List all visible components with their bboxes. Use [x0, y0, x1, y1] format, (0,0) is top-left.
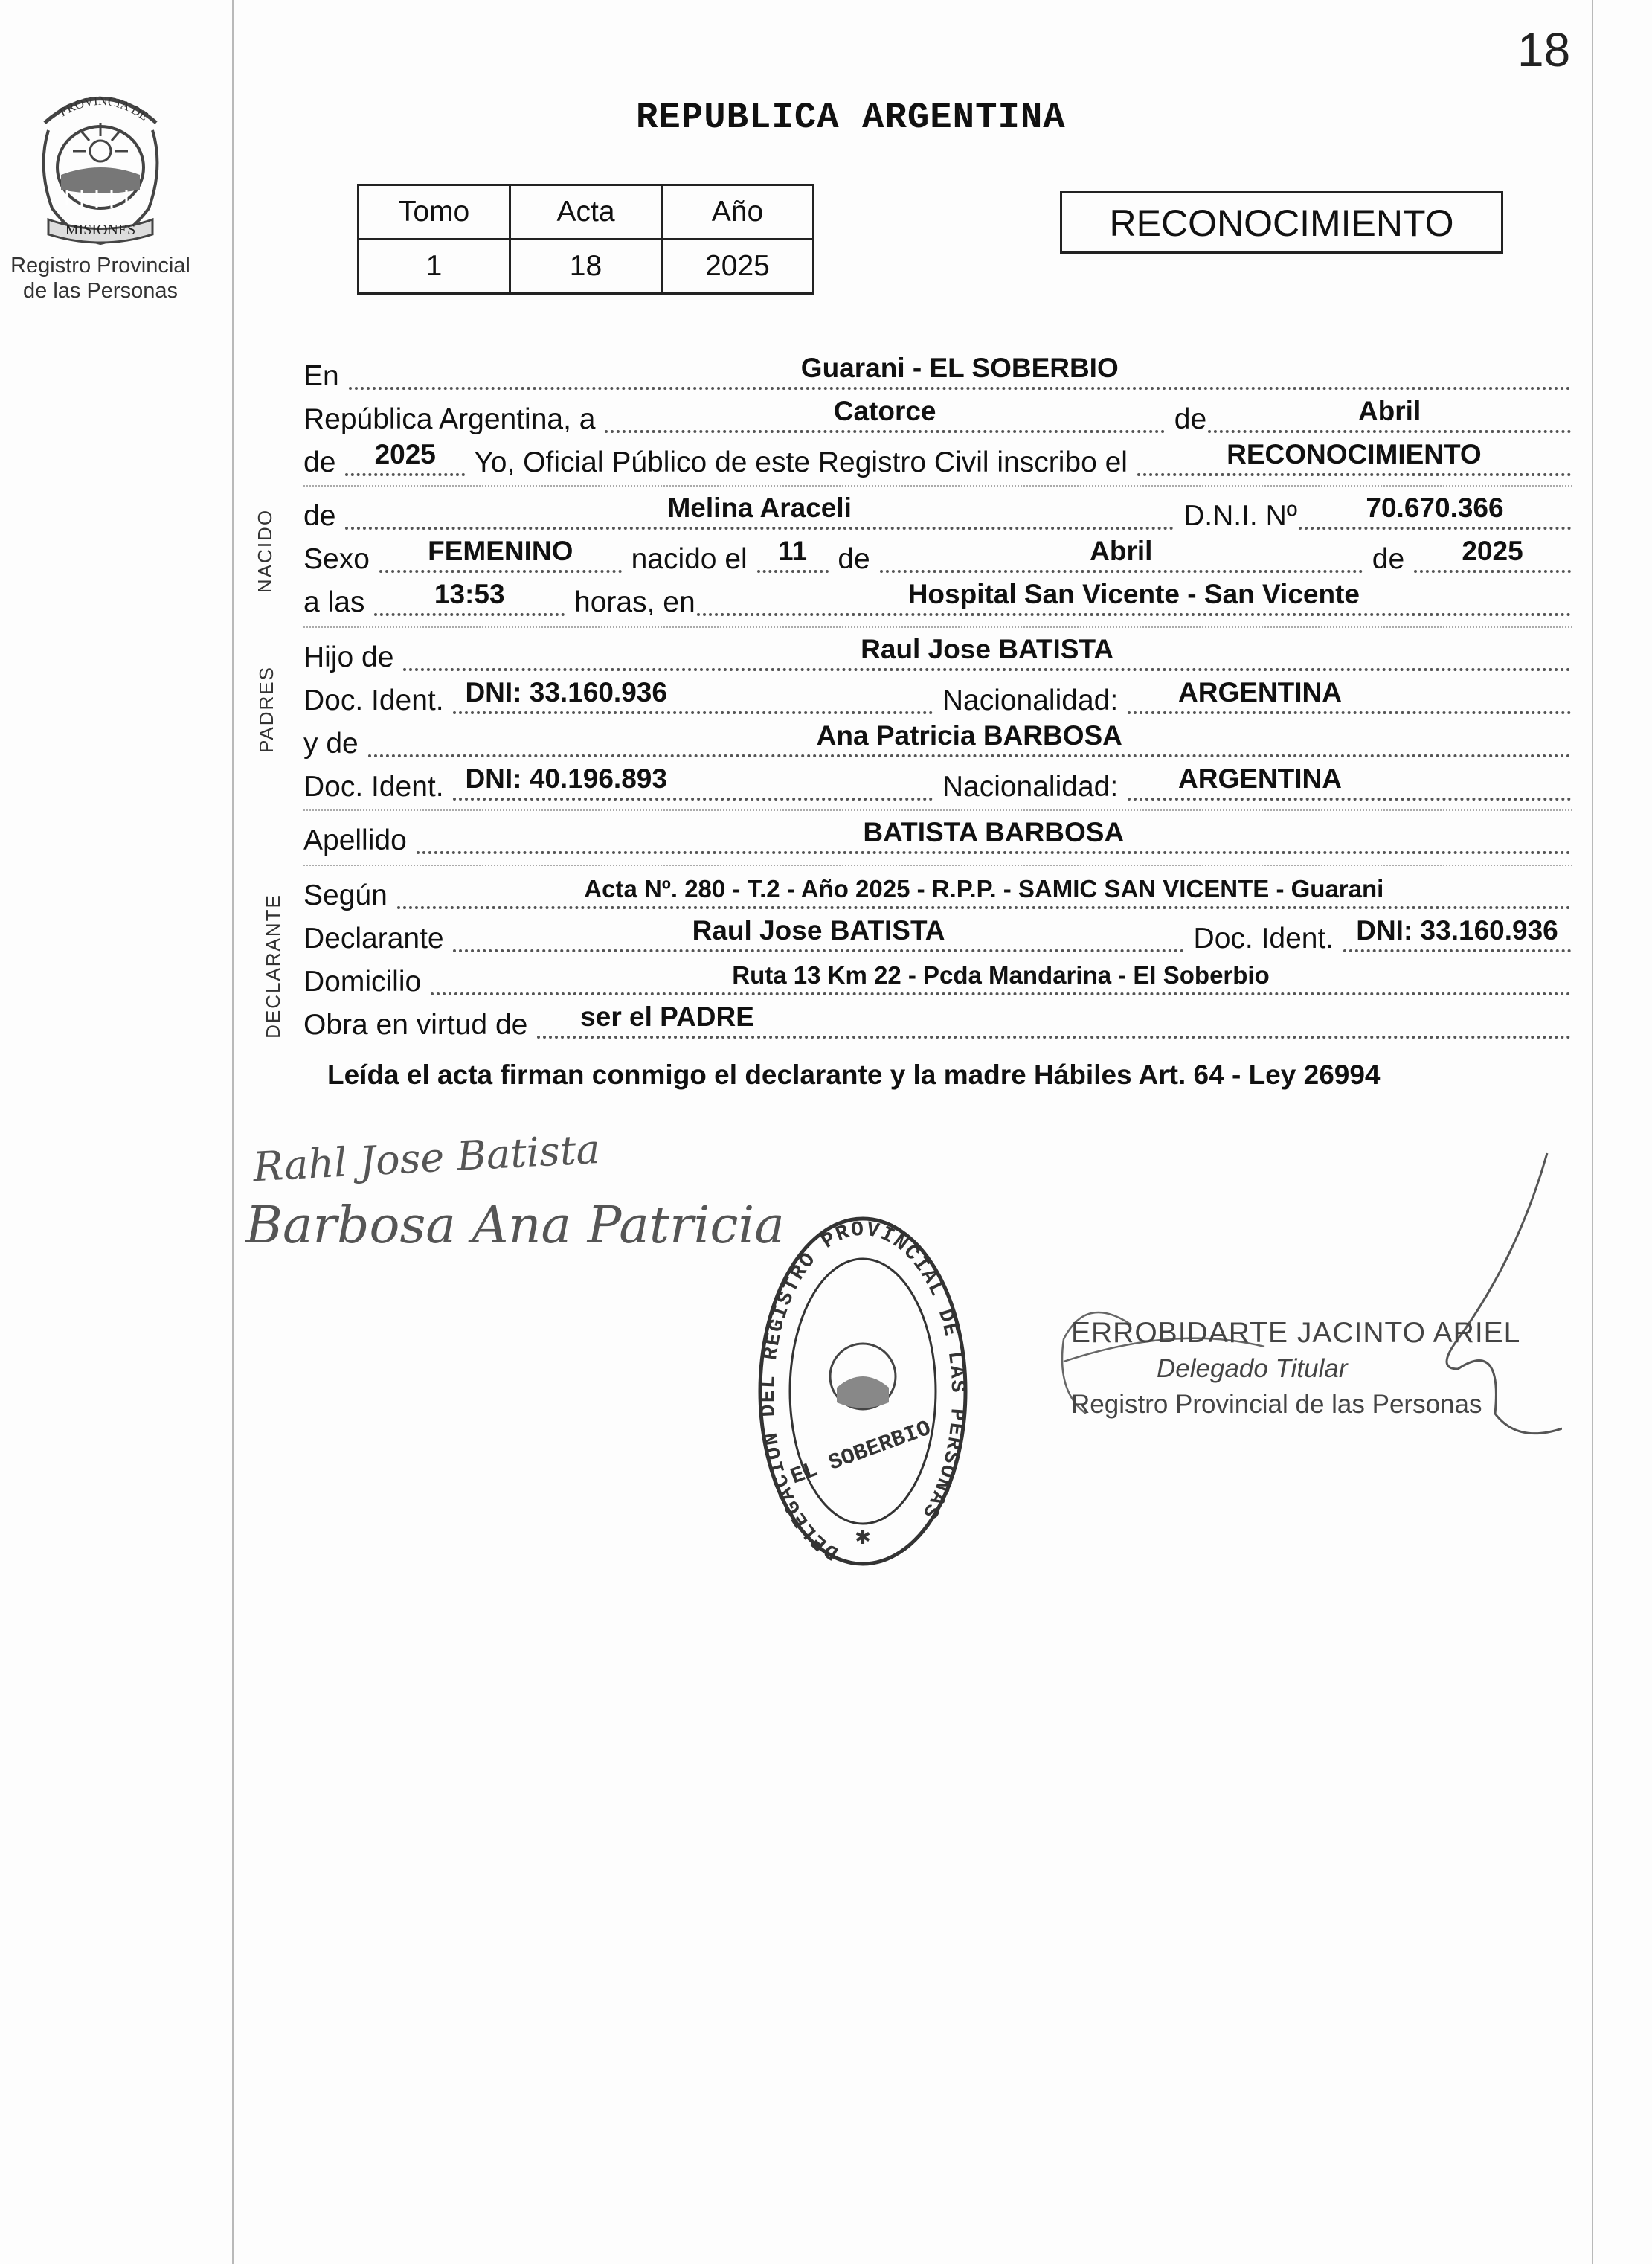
tomo-header: Tomo: [359, 185, 510, 240]
separator: [303, 626, 1572, 628]
field-anio: [344, 437, 466, 481]
document-type-box: RECONOCIMIENTO: [1060, 191, 1503, 254]
line-padre: [303, 632, 1572, 676]
value-sexo: FEMENINO: [428, 536, 573, 566]
value-domicilio: Ruta 13 Km 22 - Pcda Mandarina - El Soberbio: [732, 961, 1270, 989]
field-acto: [1136, 437, 1572, 481]
separator: [303, 485, 1572, 487]
seal-star-icon: ✱: [855, 1526, 871, 1548]
label-doc-ident: Doc. Ident.: [303, 684, 452, 716]
separator: [303, 865, 1572, 866]
value-madre: Ana Patricia BARBOSA: [816, 720, 1122, 751]
label-a-las: a las: [303, 586, 373, 618]
father-signature: Rahl Jose Batista: [251, 1125, 602, 1191]
line-segun: [303, 870, 1572, 914]
line-domicilio: [303, 957, 1572, 1000]
line-en: [303, 351, 1572, 394]
anio-value: 2025: [662, 240, 814, 294]
value-madre-doc: DNI: 40.196.893: [465, 763, 667, 794]
line-padre-doc: [303, 676, 1572, 719]
label-de-mes: de: [1166, 403, 1207, 435]
tomo-value: 1: [359, 240, 510, 294]
field-declarante: [451, 914, 1185, 957]
field-domicilio: [429, 957, 1572, 1000]
seal-ring-text: DELEGACION DEL REGISTRO PROVINCIAL DE LAS PERSONAS: [757, 1218, 969, 1564]
line-anio-acto: [303, 437, 1572, 481]
line-madre-doc: [303, 762, 1572, 805]
field-padre-nacionalidad: [1126, 676, 1572, 719]
label-doc-ident: Doc. Ident.: [303, 771, 452, 803]
field-madre-doc: [451, 762, 934, 805]
official-seal: [755, 1213, 971, 1570]
label-segun: Según: [303, 879, 396, 911]
logo-top-text: PROVINCIA DE: [57, 93, 151, 124]
field-padre-doc: [451, 676, 934, 719]
label-obra-en-virtud: Obra en virtud de: [303, 1009, 536, 1041]
value-nacimiento-anio: 2025: [1462, 536, 1523, 566]
separator: [303, 809, 1572, 811]
field-nombre: [344, 491, 1175, 534]
label-republica: República Argentina, a: [303, 403, 604, 435]
logo-caption-line1: Registro Provincial: [10, 254, 190, 278]
document-title: REPUBLICA ARGENTINA: [636, 97, 1066, 138]
line-fecha: [303, 394, 1572, 437]
line-obra: [303, 1000, 1572, 1043]
field-declarante-doc: [1342, 914, 1572, 957]
field-madre: [367, 719, 1572, 762]
field-sexo: [378, 534, 623, 577]
label-y-de: y de: [303, 728, 367, 760]
mother-signature: Barbosa Ana Patricia: [245, 1196, 785, 1255]
value-obra-en-virtud: ser el PADRE: [580, 1001, 754, 1032]
field-nacimiento-anio: [1412, 534, 1572, 577]
field-mes: [1206, 394, 1572, 437]
value-madre-nacionalidad: ARGENTINA: [1178, 763, 1342, 794]
value-acto: RECONOCIMIENTO: [1227, 439, 1482, 469]
padres-side-label: PADRES: [255, 666, 277, 753]
line-madre: [303, 719, 1572, 762]
value-lugar: Guarani - EL SOBERBIO: [800, 353, 1119, 383]
label-hijo-de: Hijo de: [303, 641, 402, 673]
value-declarante: Raul Jose BATISTA: [692, 915, 945, 946]
line-declarante: [303, 914, 1572, 957]
value-anio: 2025: [374, 439, 436, 469]
label-apellido: Apellido: [303, 824, 415, 856]
reference-header-row: [359, 185, 814, 240]
value-nacimiento-mes: Abril: [1090, 536, 1153, 566]
value-segun: Acta Nº. 280 - T.2 - Año 2025 - R.P.P. - SAMIC SAN VICENTE - Guarani: [584, 875, 1384, 902]
value-nombre: Melina Araceli: [667, 493, 852, 523]
label-sexo: Sexo: [303, 543, 378, 575]
field-madre-nacionalidad: [1126, 762, 1572, 805]
acta-header: Acta: [510, 185, 662, 240]
left-margin-line: [232, 0, 234, 2264]
field-apellido: [415, 815, 1572, 859]
value-dni: 70.670.366: [1366, 493, 1504, 523]
registrar-stamp: [1071, 1317, 1520, 1420]
label-en: En: [303, 360, 347, 392]
line-apellido: [303, 815, 1572, 859]
value-lugar-nacimiento: Hospital San Vicente - San Vicente: [907, 579, 1360, 609]
registrar-office: Registro Provincial de las Personas: [1071, 1390, 1482, 1419]
label-de: de: [303, 446, 344, 478]
registrar-name: ERROBIDARTE JACINTO ARIEL: [1071, 1317, 1521, 1349]
anio-header: Año: [662, 185, 814, 240]
value-padre-nacionalidad: ARGENTINA: [1178, 677, 1342, 708]
value-nacimiento-dia: 11: [777, 536, 808, 566]
closing-statement: Leída el acta firman conmigo el declarante y la madre Hábiles Art. 64 - Ley 26994: [327, 1059, 1381, 1090]
line-hora: [303, 577, 1572, 620]
label-declarante: Declarante: [303, 923, 452, 955]
label-nacionalidad: Nacionalidad:: [934, 771, 1126, 803]
value-hora: 13:53: [434, 579, 505, 609]
line-sexo: [303, 534, 1572, 577]
field-lugar: [347, 351, 1572, 394]
field-obra-en-virtud: [536, 1000, 1572, 1043]
seal-inner-text: EL SOBERBIO: [787, 1416, 935, 1491]
field-hora: [373, 577, 566, 620]
reference-value-row: [359, 240, 814, 294]
label-de-nombre: de: [303, 500, 344, 532]
label-dni: D.N.I. Nº: [1175, 500, 1297, 532]
right-margin-line: [1592, 0, 1593, 2264]
field-nacimiento-dia: [756, 534, 830, 577]
value-apellido: BATISTA BARBOSA: [863, 817, 1125, 847]
value-mes: Abril: [1357, 396, 1421, 426]
field-lugar-nacimiento: [695, 577, 1572, 620]
value-padre-doc: DNI: 33.160.936: [465, 677, 667, 708]
nacido-side-label: NACIDO: [254, 508, 277, 594]
label-de2: de: [829, 543, 878, 575]
label-de3: de: [1363, 543, 1412, 575]
misiones-coat-of-arms-logo: [22, 78, 179, 249]
reference-table: [357, 184, 814, 295]
label-horas-en: horas, en: [566, 586, 695, 618]
label-nacionalidad: Nacionalidad:: [934, 684, 1126, 716]
label-domicilio: Domicilio: [303, 966, 430, 998]
field-padre: [402, 632, 1572, 676]
field-dni: [1297, 491, 1572, 534]
registrar-role: Delegado Titular: [1157, 1354, 1348, 1383]
value-padre: Raul Jose BATISTA: [861, 634, 1114, 664]
field-dia: [603, 394, 1166, 437]
label-doc-ident2: Doc. Ident.: [1185, 923, 1342, 955]
label-yo-oficial: Yo, Oficial Público de este Registro Civil inscribo el: [466, 446, 1136, 478]
field-segun: [396, 870, 1572, 914]
declarante-side-label: DECLARANTE: [261, 894, 284, 1039]
label-nacido-el: nacido el: [623, 543, 756, 575]
page-number: 18: [1517, 23, 1571, 77]
value-dia: Catorce: [833, 396, 936, 426]
value-declarante-doc: DNI: 33.160.936: [1356, 915, 1558, 946]
field-nacimiento-mes: [878, 534, 1364, 577]
line-nombre: [303, 491, 1572, 534]
logo-caption-line2: de las Personas: [23, 279, 178, 303]
acta-value: 18: [510, 240, 662, 294]
logo-bottom-text: MISIONES: [65, 222, 136, 238]
logo-caption: [0, 253, 201, 304]
